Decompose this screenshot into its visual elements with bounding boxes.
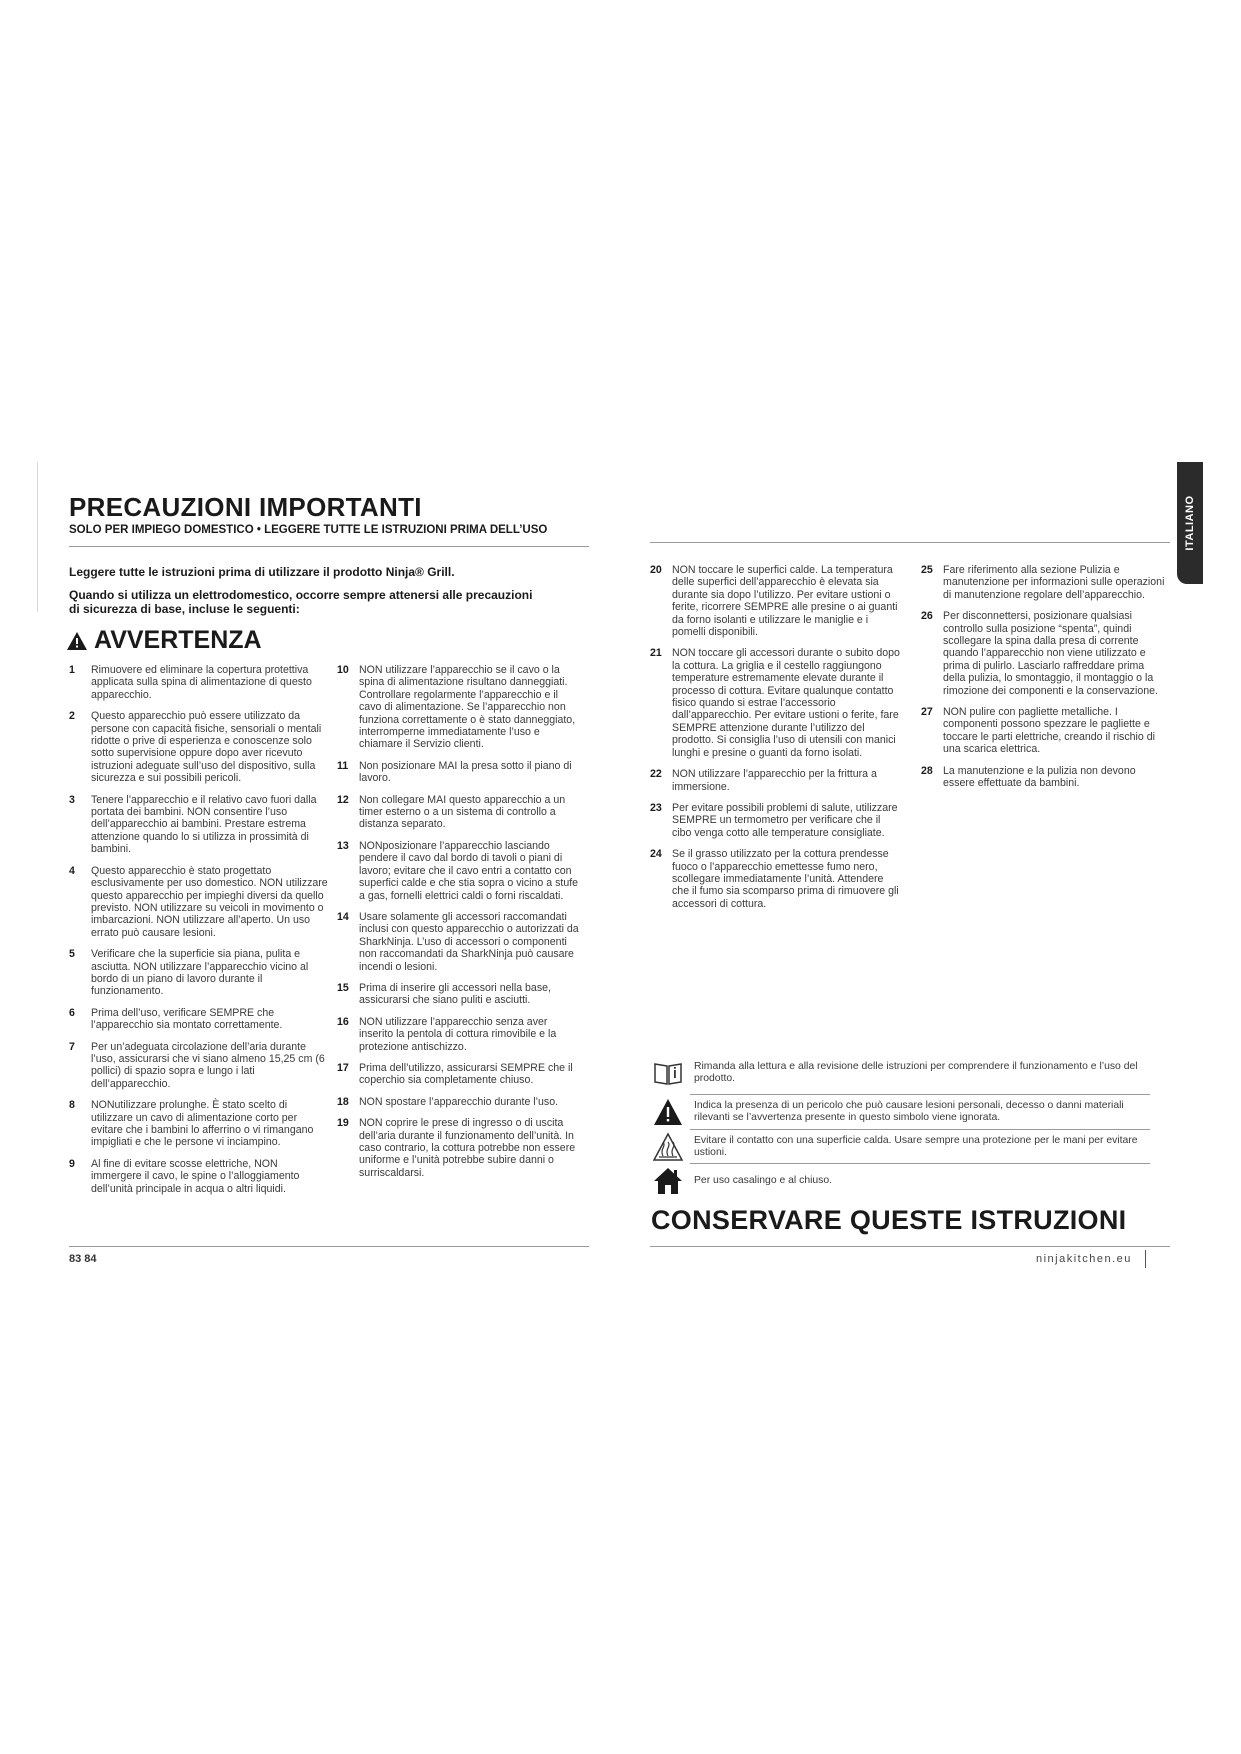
list-item bbox=[69, 710, 331, 784]
item-number: 13 bbox=[337, 839, 349, 852]
list-item bbox=[337, 1016, 583, 1053]
item-text: NONposizionare l’apparecchio lasciando pendere il cavo dal bordo di tavoli o piani di lavoro; evitare che il cavo entri a contatto con superfici calde e che stia sopra o vicino a stufe a gas, fornelli elettrici caldi o forni riscaldati. bbox=[359, 839, 579, 902]
item-number: 7 bbox=[69, 1040, 75, 1053]
subtitle-divider bbox=[69, 546, 589, 547]
warning-icon bbox=[652, 1097, 684, 1127]
right-header-divider bbox=[650, 542, 1170, 543]
list-item bbox=[69, 1007, 331, 1032]
list-item bbox=[337, 1062, 583, 1087]
page-left-edge bbox=[37, 462, 38, 612]
intro-text-1: Leggere tutte le istruzioni prima di utilizzare il prodotto Ninja® Grill. bbox=[69, 565, 455, 579]
list-item bbox=[337, 840, 583, 902]
item-number: 6 bbox=[69, 1006, 75, 1019]
symbol-legend-row bbox=[652, 1166, 1150, 1196]
list-item bbox=[337, 760, 583, 785]
list-item bbox=[69, 794, 331, 856]
symbol-divider bbox=[690, 1129, 1150, 1130]
list-item bbox=[337, 1117, 583, 1179]
list-item bbox=[921, 610, 1168, 697]
item-text: NON utilizzare l’apparecchio se il cavo o la spina di alimentazione risultano danneggiati. Controllare regolarmente l’apparecchio e il cavo di alimentazione. Se l’apparecchio non funziona correttamente o è stato danneggiato, interromperne immediatamente l’uso e chiamare il Servizio clienti. bbox=[359, 664, 576, 751]
item-number: 2 bbox=[69, 710, 75, 723]
item-number: 17 bbox=[337, 1061, 349, 1074]
page-title: PRECAUZIONI IMPORTANTI bbox=[69, 492, 422, 522]
warnings-column-4 bbox=[921, 564, 1168, 799]
save-instructions-heading: CONSERVARE QUESTE ISTRUZIONI bbox=[651, 1205, 1127, 1235]
warnings-column-3 bbox=[650, 564, 900, 919]
item-text: NONutilizzare prolunghe. È stato scelto di utilizzare un cavo di alimentazione corto per evitare che i bambini lo afferrino o vi rimangano impigliati e che le persone vi inciampino. bbox=[91, 1099, 314, 1149]
item-text: Fare riferimento alla sezione Pulizia e manutenzione per informazioni sulle operazioni di manutenzione regolare dell’apparecchio. bbox=[943, 564, 1165, 601]
symbol-legend-row bbox=[652, 1058, 1150, 1088]
item-number: 4 bbox=[69, 864, 75, 877]
item-text: Per disconnettersi, posizionare qualsiasi controllo sulla posizione “spenta”, quindi scollegare la spina dalla presa di corrente quando l’apparecchio non viene utilizzato e prima di pulirlo. Lasciarlo raffreddare prima della pulizia, lo smontaggio, il montaggio o la rimozione dei componenti e la conservazione. bbox=[943, 610, 1158, 697]
symbol-text: Rimanda alla lettura e alla revisione delle istruzioni per comprendere il funzionamento e l’uso del prodotto. bbox=[694, 1060, 1138, 1084]
item-number: 24 bbox=[650, 848, 662, 861]
symbol-text: Per uso casalingo e al chiuso. bbox=[694, 1174, 833, 1186]
item-text: Prima dell’uso, verificare SEMPRE che l’apparecchio sia montato correttamente. bbox=[91, 1006, 283, 1032]
item-number: 9 bbox=[69, 1157, 75, 1170]
item-text: Non collegare MAI questo apparecchio a un timer esterno o a un sistema di controllo a distanza separato. bbox=[359, 793, 566, 831]
language-tab-label: ITALIANO bbox=[1184, 495, 1196, 551]
footer-edge bbox=[1145, 1250, 1146, 1268]
list-item bbox=[69, 865, 331, 939]
item-number: 21 bbox=[650, 647, 662, 660]
warning-triangle-icon bbox=[66, 631, 88, 651]
list-item bbox=[69, 948, 331, 998]
language-tab bbox=[1177, 462, 1203, 584]
page-numbers: 83 84 bbox=[69, 1253, 97, 1265]
warning-heading-text: AVVERTENZA bbox=[94, 626, 262, 654]
item-number: 1 bbox=[69, 664, 75, 676]
item-text: Non posizionare MAI la presa sotto il piano di lavoro. bbox=[359, 759, 572, 785]
hot-surface-icon bbox=[652, 1132, 684, 1162]
item-text: Verificare che la superficie sia piana, pulita e asciutta. NON utilizzare l’apparecchio vicino al bordo di un piano di lavoro durante il funzionamento. bbox=[91, 948, 309, 998]
list-item bbox=[337, 982, 583, 1007]
list-item bbox=[69, 1041, 331, 1091]
warnings-column-1 bbox=[69, 664, 331, 1204]
item-number: 11 bbox=[337, 759, 349, 772]
item-number: 3 bbox=[69, 793, 75, 806]
item-number: 16 bbox=[337, 1015, 349, 1028]
list-item bbox=[921, 564, 1168, 601]
list-item bbox=[650, 564, 900, 638]
house-icon bbox=[652, 1166, 684, 1196]
intro-text-2: Quando si utilizza un elettrodomestico, occorre sempre attenersi alle precauzioni di sicurezza di base, incluse le seguenti: bbox=[69, 588, 533, 616]
item-text: Questo apparecchio è stato progettato esclusivamente per uso domestico. NON utilizzare questo apparecchio per impieghi diversi da quello previsto. NON utilizzare su veicoli in movimento o imbarcazioni. NON utilizzare all’aperto. Un uso errato può causare lesioni. bbox=[91, 864, 328, 939]
item-text: Usare solamente gli accessori raccomandati inclusi con questo apparecchio o autorizzati da SharkNinja. L’uso di accessori o componenti non raccomandati da SharkNinja può causare incendi o lesioni. bbox=[359, 910, 579, 973]
item-text: Prima dell’utilizzo, assicurarsi SEMPRE che il coperchio sia completamente chiuso. bbox=[359, 1061, 573, 1087]
website-url: ninjakitchen.eu bbox=[1036, 1253, 1132, 1265]
list-item bbox=[69, 664, 331, 701]
item-text: Tenere l’apparecchio e il relativo cavo fuori dalla portata dei bambini. NON consentire l’uso dell’apparecchio ai bambini. Prestare estrema attenzione quando lo si utilizza in prossimità di bambini. bbox=[91, 793, 317, 856]
item-number: 8 bbox=[69, 1099, 75, 1112]
item-text: Per evitare possibili problemi di salute, utilizzare SEMPRE un termometro per verificare che il cibo venga cotto alle temperature consigliate. bbox=[672, 801, 898, 839]
item-number: 18 bbox=[337, 1095, 349, 1108]
item-number: 27 bbox=[921, 706, 933, 719]
left-footer-divider bbox=[69, 1246, 589, 1247]
item-text: NON toccare gli accessori durante o subito dopo la cottura. La griglia e il cestello raggiungono temperature estremamente elevate durante il processo di cottura. Evitare qualunque contatto fisico quando si estrae l’accessorio dall’apparecchio. Per evitare ustioni o ferite, fare SEMPRE attenzione durante l’utilizzo del prodotto. Si consiglia l’uso di utensili con manici lunghi e presine o guanti da forno isolati. bbox=[672, 647, 900, 759]
item-text: Prima di inserire gli accessori nella base, assicurarsi che siano puliti e asciutti. bbox=[359, 981, 551, 1007]
item-number: 22 bbox=[650, 768, 662, 781]
item-text: La manutenzione e la pulizia non devono essere effettuate da bambini. bbox=[943, 764, 1136, 790]
list-item bbox=[650, 647, 900, 759]
item-number: 14 bbox=[337, 910, 349, 923]
item-text: NON utilizzare l’apparecchio per la frittura a immersione. bbox=[672, 768, 877, 793]
symbol-divider bbox=[690, 1163, 1150, 1164]
item-number: 23 bbox=[650, 801, 662, 814]
item-text: NON utilizzare l’apparecchio senza aver inserito la pentola di cottura rimovibile e la protezione antischizzo. bbox=[359, 1015, 557, 1053]
item-text: Questo apparecchio può essere utilizzato da persone con capacità fisiche, sensoriali o mentali ridotte o prive di esperienza e conoscenze solo sotto supervisione oppure dopo aver ricevuto istruzioni adeguate sull’uso del dispositivo, sulla sicurezza e sui possibili pericoli. bbox=[91, 710, 322, 785]
list-item bbox=[650, 848, 900, 910]
item-number: 19 bbox=[337, 1117, 349, 1130]
list-item bbox=[337, 664, 583, 751]
symbol-text: Evitare il contatto con una superficie calda. Usare sempre una protezione per le mani per evitare ustioni. bbox=[694, 1134, 1138, 1158]
list-item bbox=[650, 768, 900, 793]
item-text: NON toccare le superfici calde. La temperatura delle superfici dell’apparecchio è elevata sia durante sia dopo l’utilizzo. Per evitare ustioni o ferite, ricorrere SEMPRE alle presine o ai guanti da forno isolanti e utilizzare le maniglie e i pomelli disponibili. bbox=[672, 564, 898, 639]
list-item bbox=[69, 1099, 331, 1149]
item-text: NON coprire le prese di ingresso o di uscita dell’aria durante il funzionamento dell’unità. In caso contrario, la cottura potrebbe non essere uniforme e l’unità potrebbe subire danni o surriscaldarsi. bbox=[359, 1117, 576, 1179]
item-number: 12 bbox=[337, 793, 349, 806]
item-text: Se il grasso utilizzato per la cottura prendesse fuoco o l’apparecchio emettesse fumo nero, scollegare immediatamente l’unità. Attendere che il fumo sia scomparso prima di rimuovere gli accessori di cottura. bbox=[672, 848, 899, 910]
symbol-text: Indica la presenza di un pericolo che può causare lesioni personali, decesso o danni materiali rilevanti se l’avvertenza presente in questo simbolo viene ignorata. bbox=[694, 1099, 1124, 1123]
symbol-divider bbox=[690, 1094, 1150, 1095]
list-item bbox=[921, 765, 1168, 790]
list-item bbox=[337, 794, 583, 831]
item-number: 28 bbox=[921, 764, 933, 777]
right-footer-divider bbox=[650, 1246, 1170, 1247]
list-item bbox=[337, 911, 583, 973]
item-text: Rimuovere ed eliminare la copertura protettiva applicata sulla spina di alimentazione di questo apparecchio. bbox=[91, 664, 312, 701]
item-text: NON pulire con pagliette metalliche. I componenti possono spezzare le pagliette e toccare le parti elettriche, creando il rischio di una scarica elettrica. bbox=[943, 706, 1155, 756]
page-subtitle: SOLO PER IMPIEGO DOMESTICO • LEGGERE TUTTE LE ISTRUZIONI PRIMA DELL’USO bbox=[69, 524, 548, 536]
item-number: 15 bbox=[337, 981, 349, 994]
item-text: Al fine di evitare scosse elettriche, NON immergere il cavo, le spine o l’alloggiamento dell’unità principale in acqua o altri liquidi. bbox=[91, 1157, 300, 1195]
item-text: Per un’adeguata circolazione dell’aria durante l’uso, assicurarsi che vi siano almeno 15,25 cm (6 pollici) di spazio sopra e lungo i lati dell’apparecchio. bbox=[91, 1040, 325, 1090]
symbol-legend-row bbox=[652, 1097, 1150, 1127]
warnings-column-2 bbox=[337, 664, 583, 1188]
item-number: 10 bbox=[337, 664, 349, 676]
manual-icon bbox=[652, 1058, 684, 1088]
list-item bbox=[69, 1158, 331, 1195]
item-number: 25 bbox=[921, 564, 933, 576]
warning-heading bbox=[66, 626, 262, 655]
item-number: 20 bbox=[650, 564, 662, 576]
item-text: NON spostare l’apparecchio durante l’uso. bbox=[359, 1095, 559, 1108]
symbol-legend-row bbox=[652, 1132, 1150, 1162]
list-item bbox=[650, 802, 900, 839]
item-number: 5 bbox=[69, 948, 75, 961]
list-item bbox=[337, 1096, 583, 1108]
item-number: 26 bbox=[921, 610, 933, 623]
list-item bbox=[921, 706, 1168, 756]
